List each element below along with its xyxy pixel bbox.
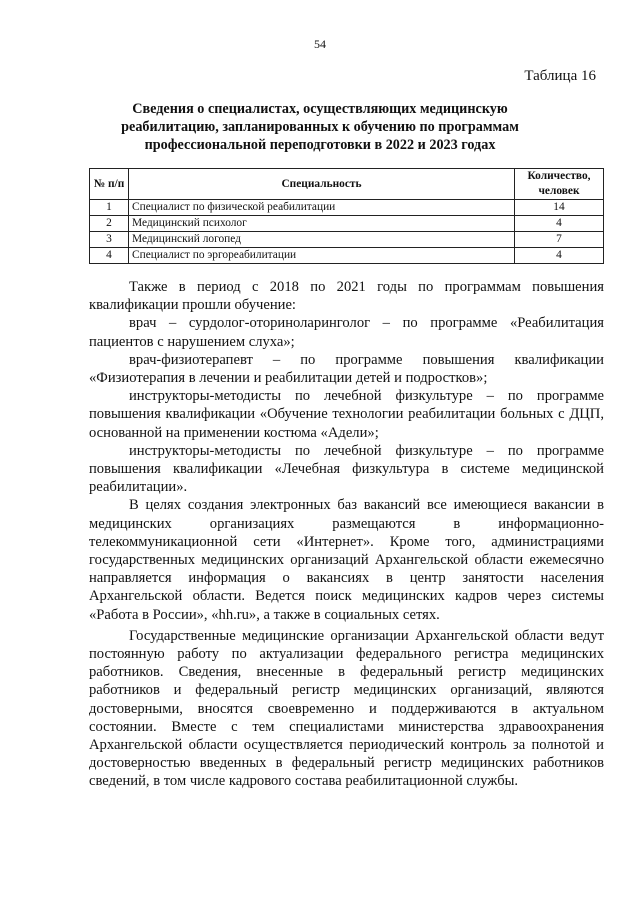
row-num: 4 (90, 248, 129, 264)
paragraph: инструкторы-методисты по лечебной физкультуре – по программе повышения квалификации «Лечебная физкультура в системе медицинской реабилитации». (89, 442, 604, 496)
header-quantity: Количество, человек (515, 169, 604, 200)
table-row (90, 200, 604, 216)
page-number: 54 (314, 37, 326, 51)
specialists-table (89, 168, 604, 264)
header-num: № п/п (90, 169, 129, 200)
paragraph: врач – сурдолог-оториноларинголог – по программе «Реабилитация пациентов с нарушением слуха»; (89, 315, 604, 350)
row-specialty: Специалист по эргореабилитации (129, 248, 515, 264)
body-text (89, 278, 604, 791)
paragraph: врач-физиотерапевт – по программе повышения квалификации «Физиотерапия в лечении и реабилитации детей и подростков»; (89, 351, 604, 387)
row-quantity: 4 (515, 216, 604, 232)
table-header-row (90, 169, 604, 200)
row-specialty: Медицинский логопед (129, 232, 515, 248)
table-row (90, 216, 604, 232)
table-label: Таблица 16 (524, 68, 596, 84)
row-quantity: 7 (515, 232, 604, 248)
title-line: Сведения о специалистах, осуществляющих медицинскую (132, 101, 508, 117)
table-title (80, 100, 560, 154)
paragraph: Государственные медицинские организации Архангельской области ведут постоянную работу по актуализации федерального регистра медицинских работников. Сведения, внесенные в федеральный регистр медицинских работников и федеральный регистр медицинских организаций, являются достоверными, вносятся своевременно и поддерживаются в актуальном состоянии. Вместе с тем специалистами министерства здравоохранения Архангельской области осуществляется периодический контроль за полнотой и достоверностью введенных в федеральный регистр медицинских работников сведений, в том числе кадрового состава реабилитационной службы. (89, 627, 604, 790)
header-specialty: Специальность (129, 169, 515, 200)
row-num: 2 (90, 216, 129, 232)
title-line: профессиональной переподготовки в 2022 и 2023 годах (144, 137, 496, 153)
row-quantity: 4 (515, 248, 604, 264)
row-num: 1 (90, 200, 129, 216)
row-specialty: Медицинский психолог (129, 216, 515, 232)
title-line: реабилитацию, запланированных к обучению по программам (121, 119, 519, 135)
paragraph: В целях создания электронных баз вакансий все имеющиеся вакансии в медицинских организациях размещаются в информационно-телекоммуникационной сети «Интернет». Кроме того, администрациями государственных медицинских организаций Архангельской области ежемесячно направляется информация о вакансиях в центр занятости населения Архангельской области. Ведется поиск медицинских кадров через системы «Работа в России», «hh.ru», а также в социальных сетях. (89, 497, 604, 623)
table-row (90, 232, 604, 248)
paragraph: инструкторы-методисты по лечебной физкультуре – по программе повышения квалификации «Обучение технологии реабилитации больных с ДЦП, основанной на применении костюма «Адели»; (89, 388, 604, 441)
table-row (90, 248, 604, 264)
row-quantity: 14 (515, 200, 604, 216)
row-num: 3 (90, 232, 129, 248)
paragraph: Также в период с 2018 по 2021 годы по программам повышения квалификации прошли обучение: (89, 279, 604, 314)
row-specialty: Специалист по физической реабилитации (129, 200, 515, 216)
